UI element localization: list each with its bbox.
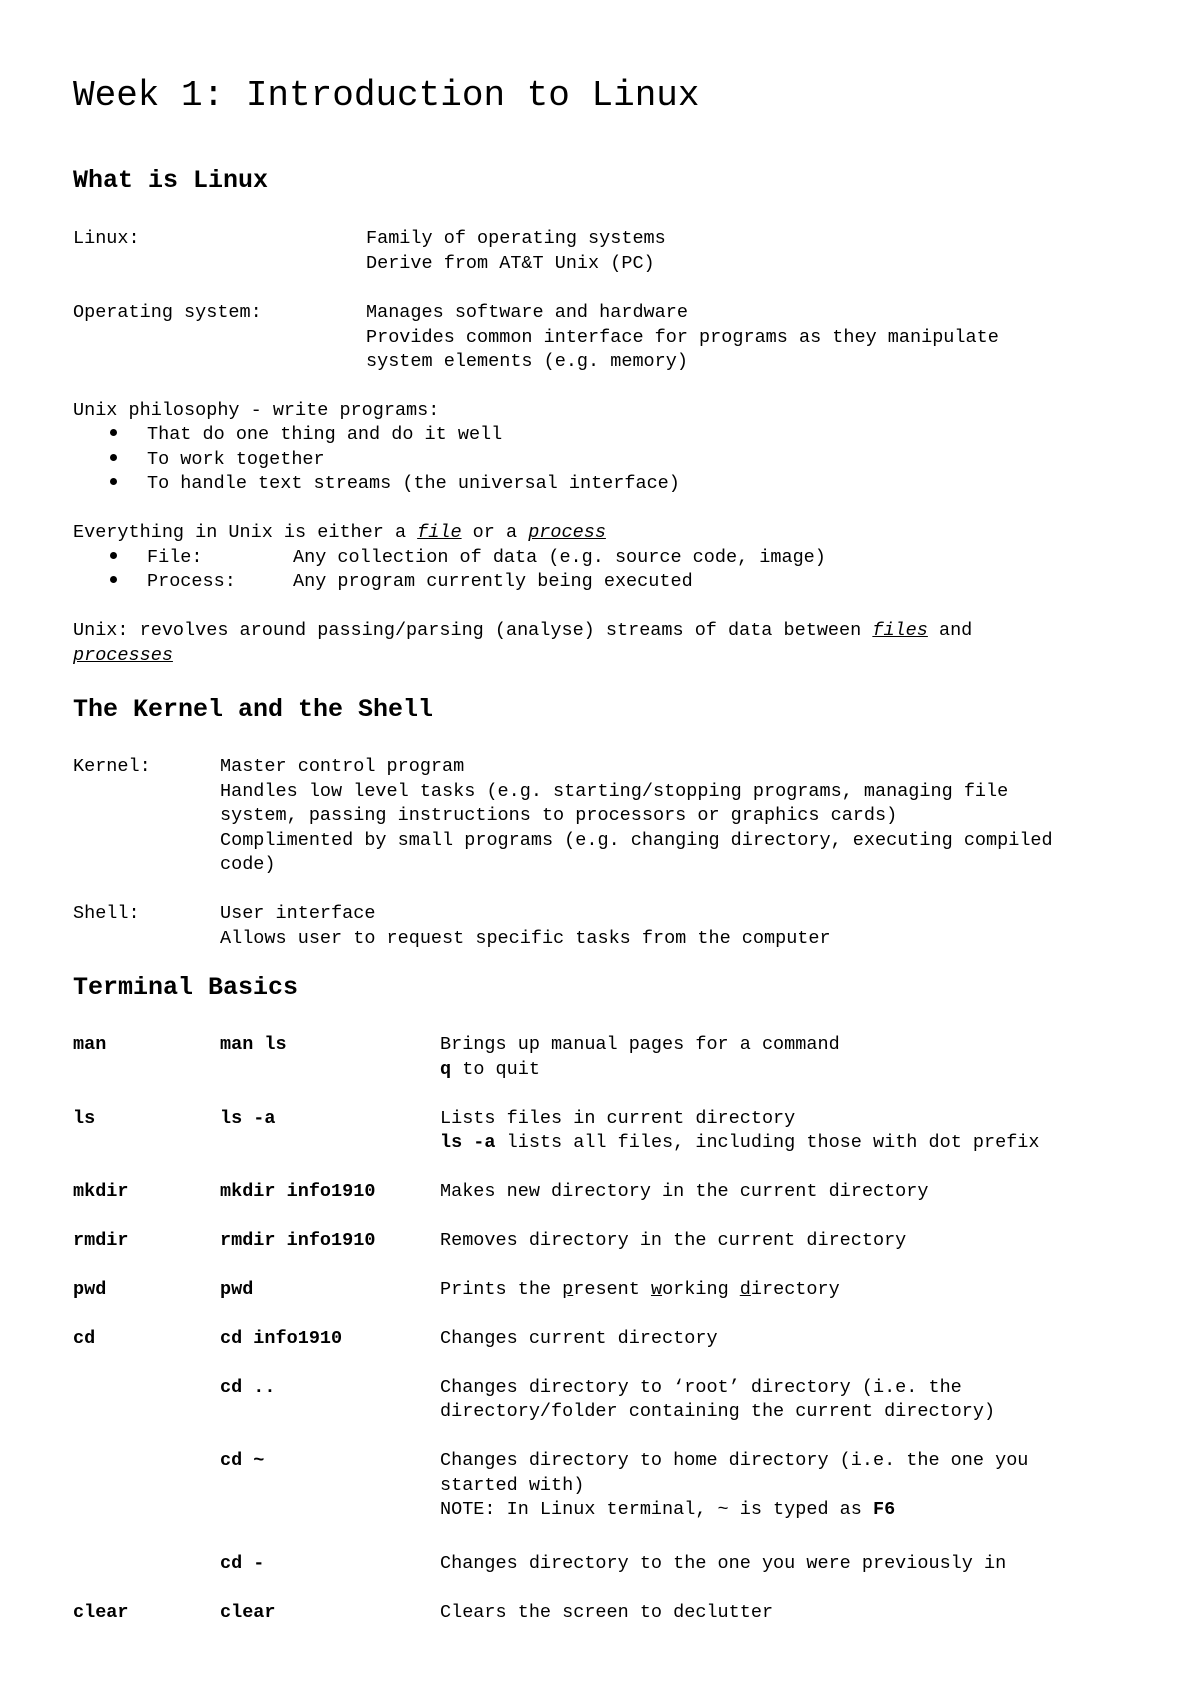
command-description: directory/folder containing the current directory) <box>440 1401 996 1422</box>
command-name: mkdir <box>73 1181 129 1202</box>
everything-statement: Everything in Unix is either a file or a process <box>73 522 606 543</box>
bullet-icon <box>110 576 117 583</box>
shell-line: Allows user to request specific tasks from the computer <box>220 928 831 949</box>
kernel-line: code) <box>220 854 276 875</box>
command-name: rmdir <box>73 1230 129 1251</box>
heading-what-is-linux: What is Linux <box>73 166 269 195</box>
bullet-icon <box>110 478 117 485</box>
heading-terminal-basics: Terminal Basics <box>73 973 299 1002</box>
command-example: mkdir info1910 <box>220 1181 376 1202</box>
process-term: process <box>528 522 606 543</box>
command-name: ls <box>73 1108 96 1129</box>
page-title: Week 1: Introduction to Linux <box>73 75 700 116</box>
command-example: pwd <box>220 1279 254 1300</box>
command-name: cd <box>73 1328 96 1349</box>
linux-definition-2: Derive from AT&T Unix (PC) <box>366 253 655 274</box>
kernel-line: Complimented by small programs (e.g. changing directory, executing compiled <box>220 830 1053 851</box>
command-example: cd ~ <box>220 1450 265 1471</box>
command-name: clear <box>73 1602 129 1623</box>
command-name: pwd <box>73 1279 107 1300</box>
command-description: Changes directory to the one you were previously in <box>440 1553 1007 1574</box>
command-name: man <box>73 1034 107 1055</box>
command-description: Lists files in current directory <box>440 1108 796 1129</box>
process-definition: Any program currently being executed <box>293 571 693 592</box>
command-description: ls -a lists all files, including those with dot prefix <box>440 1132 1040 1153</box>
os-definition-1: Manages software and hardware <box>366 302 688 323</box>
file-label: File: <box>147 547 203 568</box>
philosophy-item: To handle text streams (the universal interface) <box>147 473 680 494</box>
kernel-line: Handles low level tasks (e.g. starting/stopping programs, managing file <box>220 781 1009 802</box>
linux-label: Linux: <box>73 228 140 249</box>
philosophy-item: That do one thing and do it well <box>147 424 503 445</box>
heading-kernel-shell: The Kernel and the Shell <box>73 695 434 724</box>
os-label: Operating system: <box>73 302 262 323</box>
command-description: Removes directory in the current directory <box>440 1230 907 1251</box>
linux-definition-1: Family of operating systems <box>366 228 666 249</box>
command-example: man ls <box>220 1034 287 1055</box>
bullet-icon <box>110 454 117 461</box>
command-example: ls -a <box>220 1108 276 1129</box>
command-note: NOTE: In Linux terminal, ~ is typed as F6 <box>440 1499 896 1520</box>
command-example: cd .. <box>220 1377 276 1398</box>
file-definition: Any collection of data (e.g. source code, image) <box>293 547 826 568</box>
command-description: Changes current directory <box>440 1328 718 1349</box>
revolves-processes: processes <box>73 645 173 666</box>
os-definition-3: system elements (e.g. memory) <box>366 351 688 372</box>
kernel-line: system, passing instructions to processors or graphics cards) <box>220 805 898 826</box>
command-description: q to quit <box>440 1059 540 1080</box>
philosophy-item: To work together <box>147 449 325 470</box>
command-example: clear <box>220 1602 276 1623</box>
kernel-label: Kernel: <box>73 756 151 777</box>
command-description: Changes directory to ‘root’ directory (i.e. the <box>440 1377 962 1398</box>
command-description: started with) <box>440 1475 585 1496</box>
file-term: file <box>417 522 462 543</box>
bullet-icon <box>110 429 117 436</box>
command-example: cd info1910 <box>220 1328 343 1349</box>
revolves-statement: Unix: revolves around passing/parsing (analyse) streams of data between files and <box>73 620 973 641</box>
command-description: Prints the present working directory <box>440 1279 840 1300</box>
command-description: Clears the screen to declutter <box>440 1602 774 1623</box>
process-label: Process: <box>147 571 236 592</box>
kernel-line: Master control program <box>220 756 465 777</box>
os-definition-2: Provides common interface for programs as they manipulate <box>366 327 999 348</box>
philosophy-intro: Unix philosophy - write programs: <box>73 400 440 421</box>
shell-label: Shell: <box>73 903 140 924</box>
shell-line: User interface <box>220 903 376 924</box>
command-example: rmdir info1910 <box>220 1230 376 1251</box>
files-term: files <box>872 620 928 641</box>
command-example: cd - <box>220 1553 265 1574</box>
command-description: Changes directory to home directory (i.e. the one you <box>440 1450 1029 1471</box>
command-description: Makes new directory in the current directory <box>440 1181 929 1202</box>
bullet-icon <box>110 552 117 559</box>
command-description: Brings up manual pages for a command <box>440 1034 840 1055</box>
